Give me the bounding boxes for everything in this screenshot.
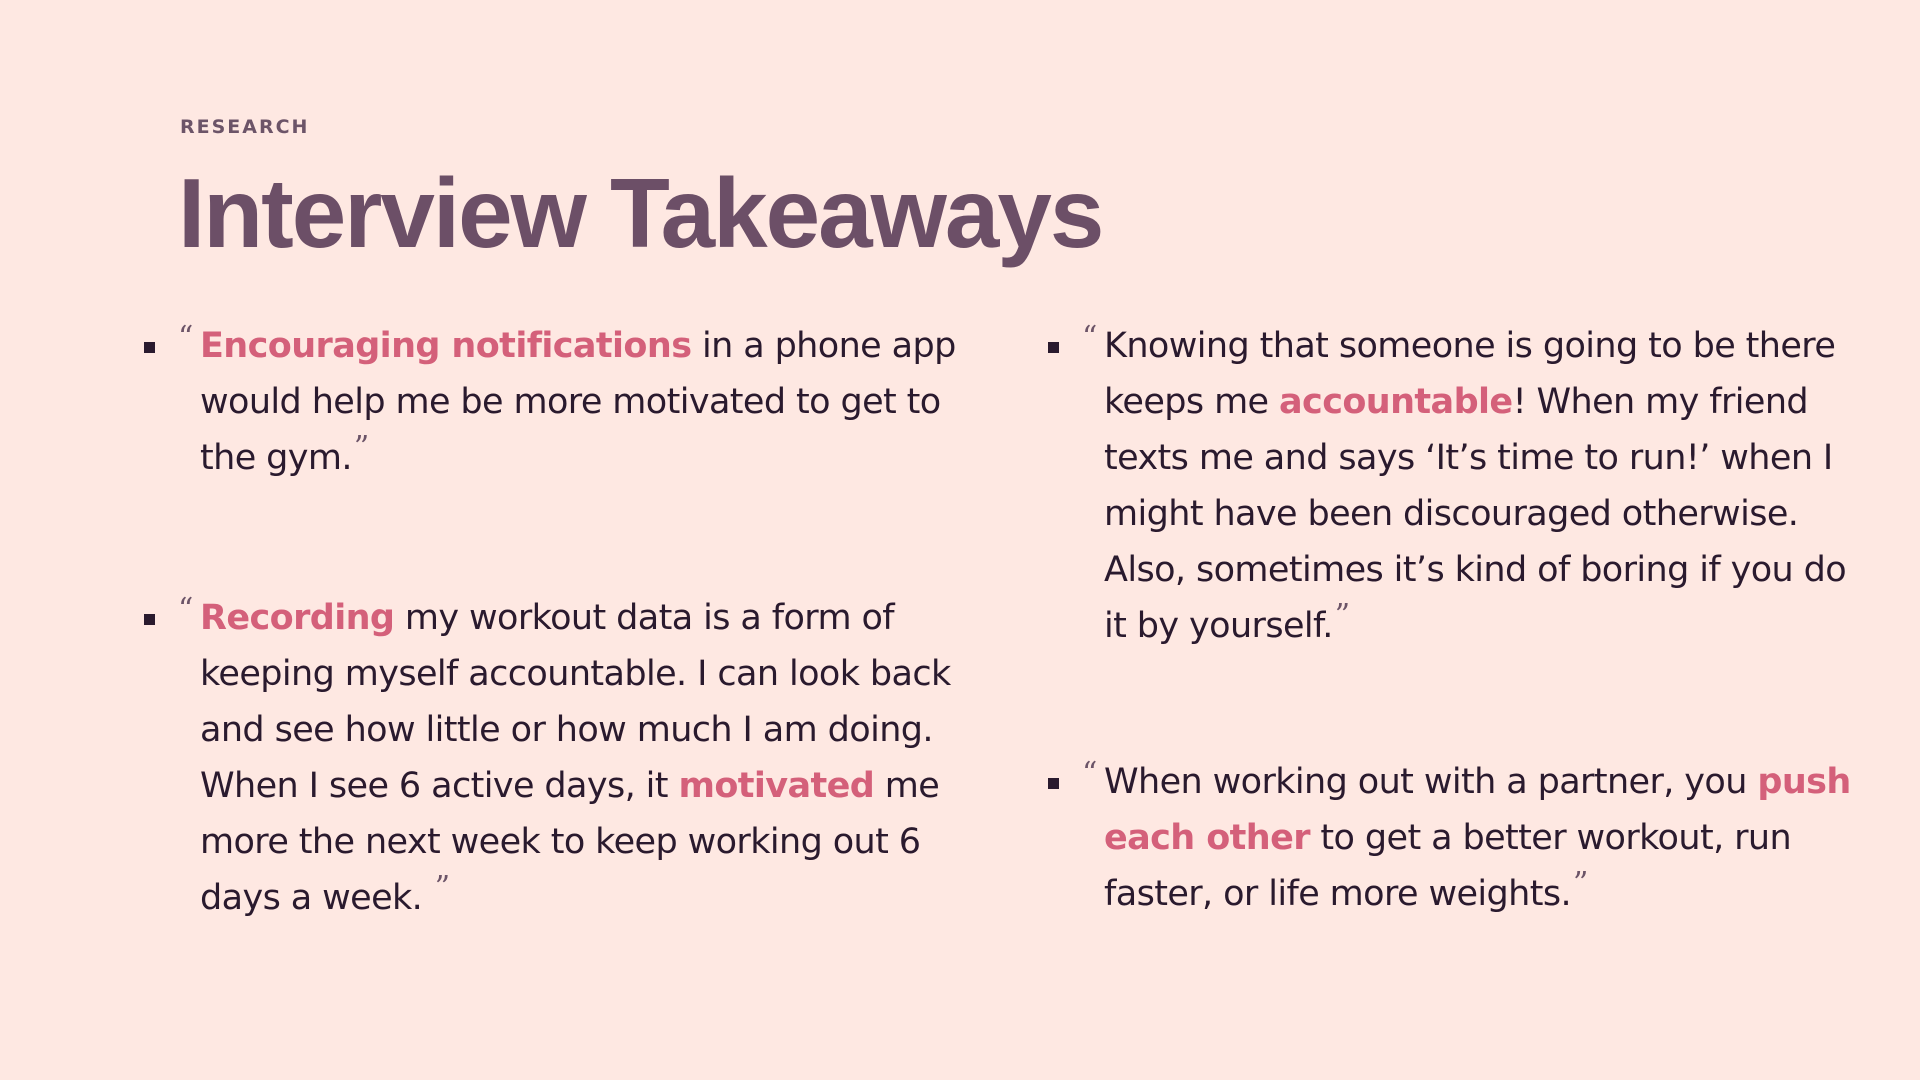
close-quote-mark: ” [1573,866,1588,901]
open-quote-mark: “ [178,592,193,627]
quote-item [1044,754,1874,924]
quote-highlight: accountable [1279,382,1513,422]
section-eyebrow: RESEARCH [180,116,310,138]
square-bullet-icon [144,342,155,353]
quote-item [140,318,960,488]
quote-highlight: Encouraging notifications [200,326,692,366]
quote-item [1044,318,1874,656]
quote-text: When working out with a partner, you [1104,762,1758,802]
quote-item [140,590,960,928]
close-quote-mark: ” [1334,598,1350,633]
quote-highlight: push each other [1104,762,1851,858]
quote-text: ! When my friend texts me and says ‘It’s time to run!’ when I might have been discouraged otherwise. Also, sometimes it’s kind of boring if you do it by yourself. [1104,382,1847,646]
close-quote-mark: ” [353,430,369,465]
quote-highlight: Recording [200,598,395,638]
square-bullet-icon [144,614,155,625]
square-bullet-icon [1048,778,1059,789]
open-quote-mark: “ [178,320,193,355]
quotes-left-column [140,318,960,928]
quote-text: to get a better workout, run faster, or life more weights. [1104,818,1792,914]
open-quote-mark: “ [1082,320,1097,355]
quote-text: me more the next week to keep working out 6 days a week. [200,766,940,918]
close-quote-mark: ” [434,870,450,905]
square-bullet-icon [1048,342,1059,353]
quote-text: in a phone app would help me be more motivated to get to the gym. [200,326,956,478]
quote-text: Knowing that someone is going to be there keeps me [1104,326,1836,422]
quotes-right-column [1044,318,1874,924]
quote-text: my workout data is a form of keeping myself accountable. I can look back and see how little or how much I am doing. When I see 6 active days, it [200,598,951,806]
page-title: Interview Takeaways [178,158,1103,268]
open-quote-mark: “ [1082,756,1097,791]
quote-highlight: motivated [678,766,875,806]
